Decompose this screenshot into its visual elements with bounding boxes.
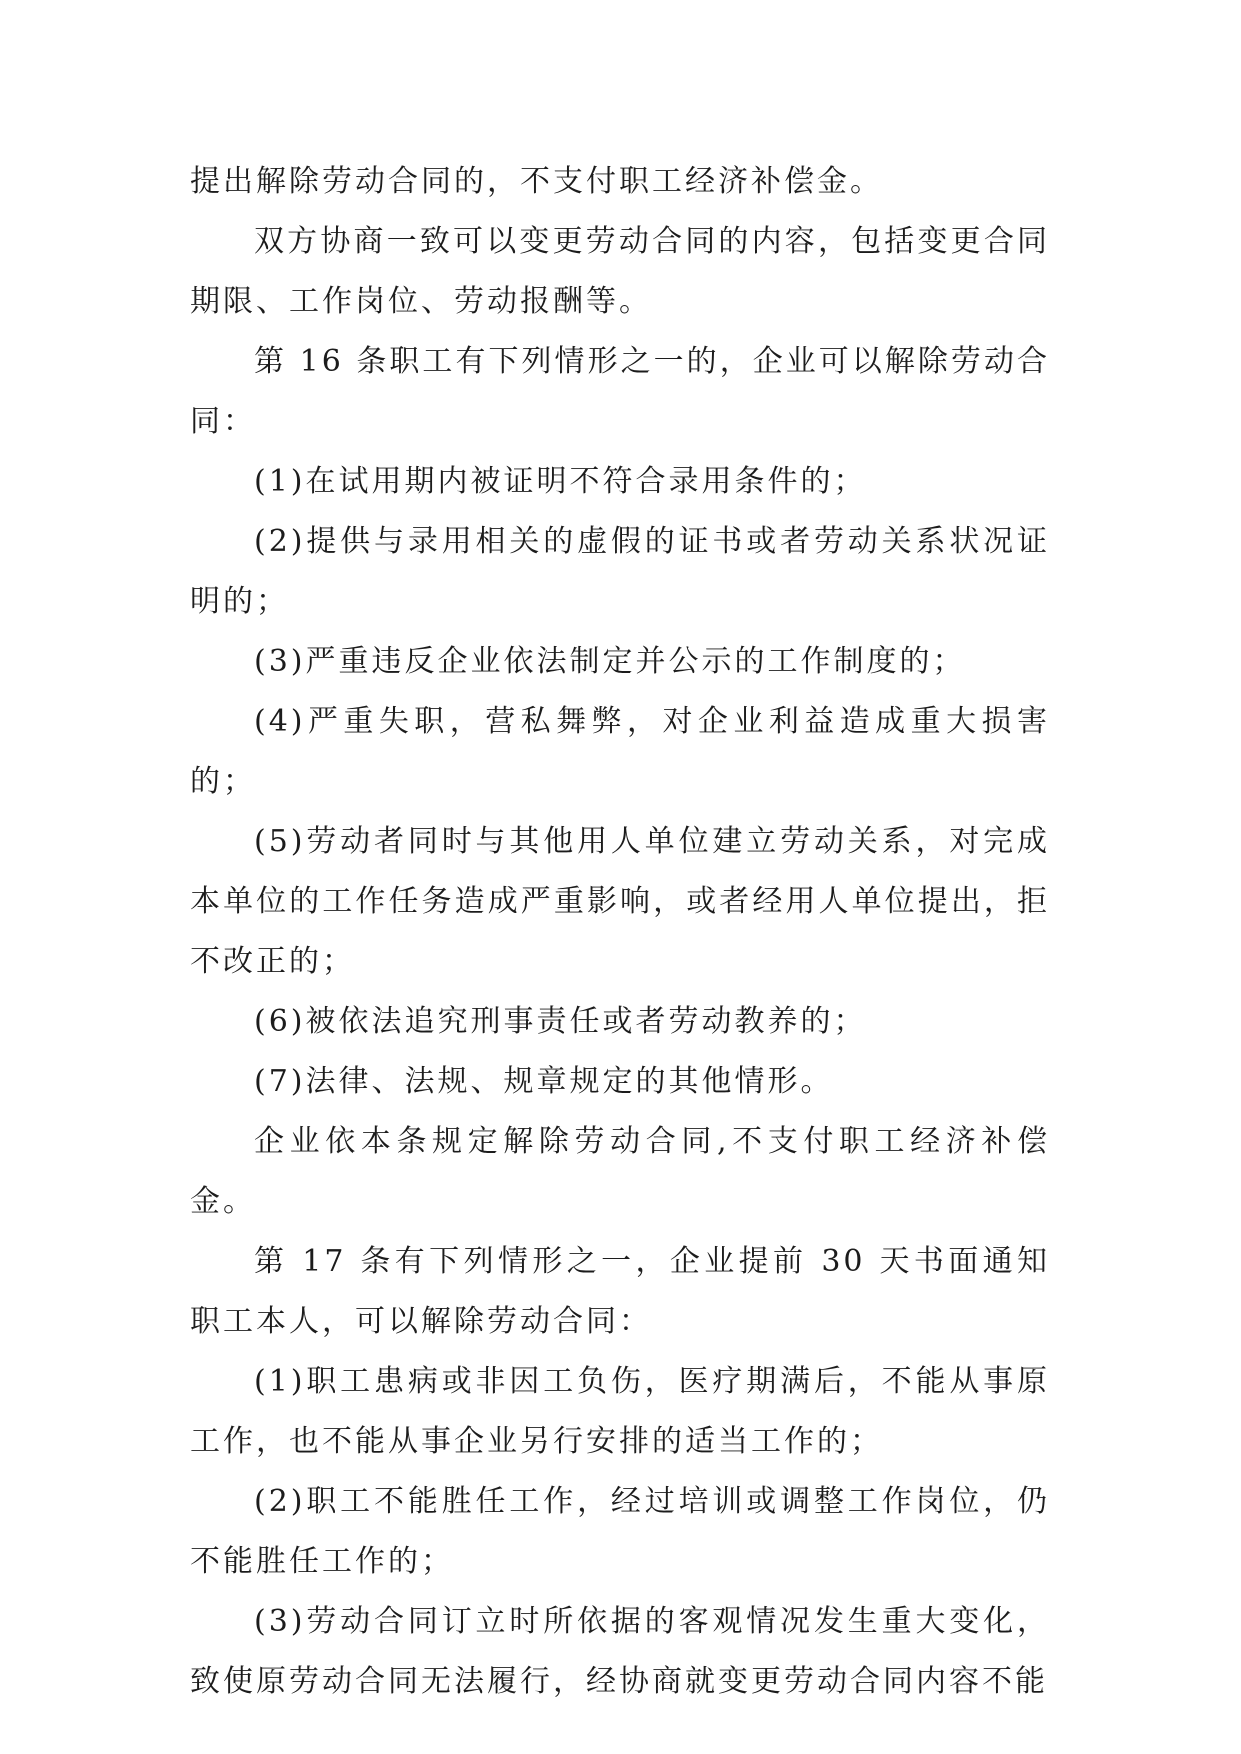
paragraph: 企业依本条规定解除劳动合同,不支付职工经济补偿金。: [190, 1124, 1050, 1219]
list-item: (2)职工不能胜任工作，经过培训或调整工作岗位，仍不能胜任工作的；: [190, 1484, 1050, 1579]
list-item: (2)提供与录用相关的虚假的证书或者劳动关系状况证明的；: [190, 524, 1050, 619]
list-item: (1)职工患病或非因工负伤，医疗期满后，不能从事原工作，也不能从事企业另行安排的适当工作的；: [190, 1364, 1050, 1459]
article-16-heading: 第 16 条职工有下列情形之一的，企业可以解除劳动合同：: [190, 344, 1050, 439]
paragraph: 提出解除劳动合同的，不支付职工经济补偿金。: [190, 164, 883, 199]
list-item: (5)劳动者同时与其他用人单位建立劳动关系，对完成本单位的工作任务造成严重影响，或者经用人单位提出，拒不改正的；: [190, 824, 1050, 979]
list-item: (3)严重违反企业依法制定并公示的工作制度的；: [254, 644, 966, 679]
list-item: (7)法律、法规、规章规定的其他情形。: [254, 1064, 834, 1099]
article-17-heading: 第 17 条有下列情形之一，企业提前 30 天书面通知职工本人，可以解除劳动合同：: [190, 1244, 1050, 1339]
list-item: (4)严重失职，营私舞弊，对企业利益造成重大损害的；: [190, 704, 1050, 799]
list-item: (3)劳动合同订立时所依据的客观情况发生重大变化，致使原劳动合同无法履行，经协商就变更劳动合同内容不能: [190, 1604, 1050, 1699]
paragraph: 双方协商一致可以变更劳动合同的内容，包括变更合同期限、工作岗位、劳动报酬等。: [190, 224, 1050, 319]
list-item: (6)被依法追究刑事责任或者劳动教养的；: [254, 1004, 867, 1039]
list-item: (1)在试用期内被证明不符合录用条件的；: [254, 464, 867, 499]
document-body: [190, 152, 1050, 1712]
